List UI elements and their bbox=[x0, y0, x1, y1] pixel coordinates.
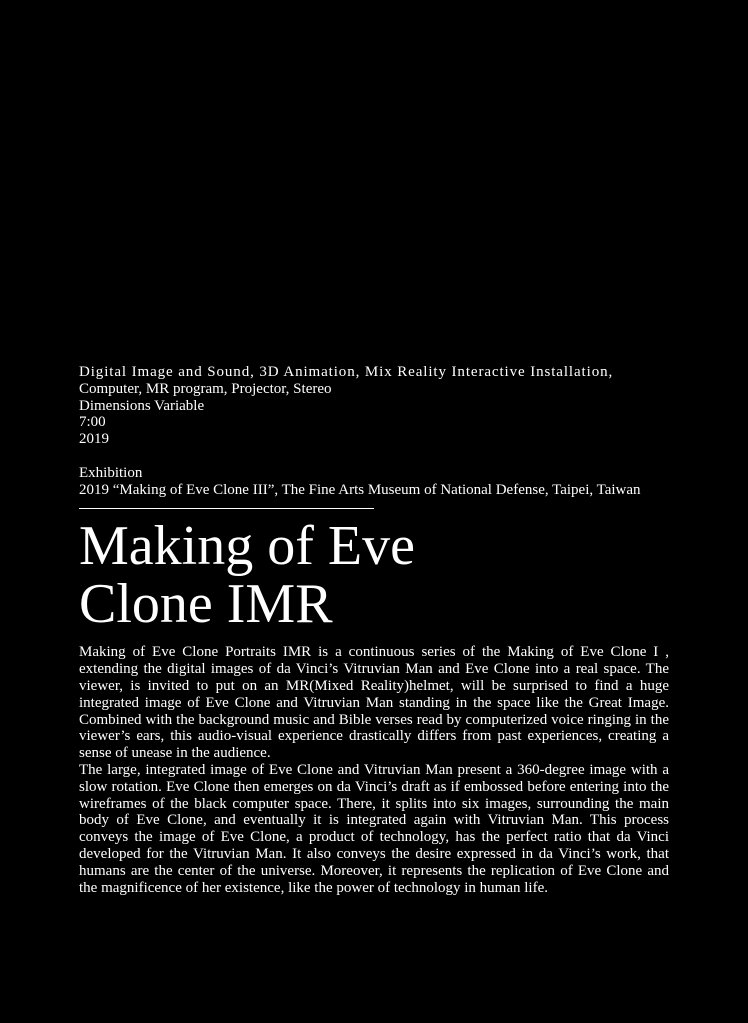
exhibition-heading: Exhibition bbox=[79, 464, 143, 481]
title-line-1: Making of Eve bbox=[79, 515, 415, 578]
dimensions-text: Dimensions Variable bbox=[79, 397, 205, 414]
description-paragraph-2: The large, integrated image of Eve Clone and Vitruvian Man present a 360-degree image with a slow rotation. Eve Clone then emerges on da Vinci’s draft as if embossed before entering into the wireframes of the black computer space. There, it splits into six images, surrounding the main body of Eve Clone, and eventually it is integrated again with Vitruvian Man. This process conveys the image of Eve Clone, a product of technology, has the perfect ratio that da Vinci developed for the Vitruvian Man. It also conveys the desire expressed in da Vinci’s work, that humans are the center of the universe. Moreover, it represents the replication of Eve Clone and the magnificence of her existence, like the power of technology in human life. bbox=[79, 761, 669, 896]
description-paragraph-1: Making of Eve Clone Portraits IMR is a continuous series of the Making of Eve Clone I , extending the digital images of da Vinci’s Vitruvian Man and Eve Clone into a real space. The viewer, is invited to put on an MR(Mixed Reality)helmet, will be surprised to find a huge integrated image of Eve Clone and Vitruvian Man standing in the space like the Great Image. Combined with the background music and Bible verses read by computerized voice ringing in the viewer’s ears, this audio-visual experience drastically differs from past experiences, creating a sense of unease in the audience. bbox=[79, 644, 669, 762]
divider-line bbox=[79, 508, 374, 509]
duration-text: 7:00 bbox=[79, 414, 106, 431]
description bbox=[79, 644, 669, 896]
artwork-title bbox=[79, 515, 669, 636]
artwork-details bbox=[79, 364, 669, 448]
equipment-text: Computer, MR program, Projector, Stereo bbox=[79, 380, 332, 397]
medium-text: Digital Image and Sound, 3D Animation, Mix Reality Interactive Installation, bbox=[79, 364, 614, 380]
title-line-2: Clone IMR bbox=[79, 573, 333, 636]
spacer bbox=[79, 448, 669, 465]
artwork-info bbox=[79, 364, 669, 896]
exhibition-entry: 2019 “Making of Eve Clone III”, The Fine Arts Museum of National Defense, Taipei, Taiwan bbox=[79, 481, 641, 498]
exhibition-section bbox=[79, 465, 669, 499]
year-text: 2019 bbox=[79, 431, 109, 448]
